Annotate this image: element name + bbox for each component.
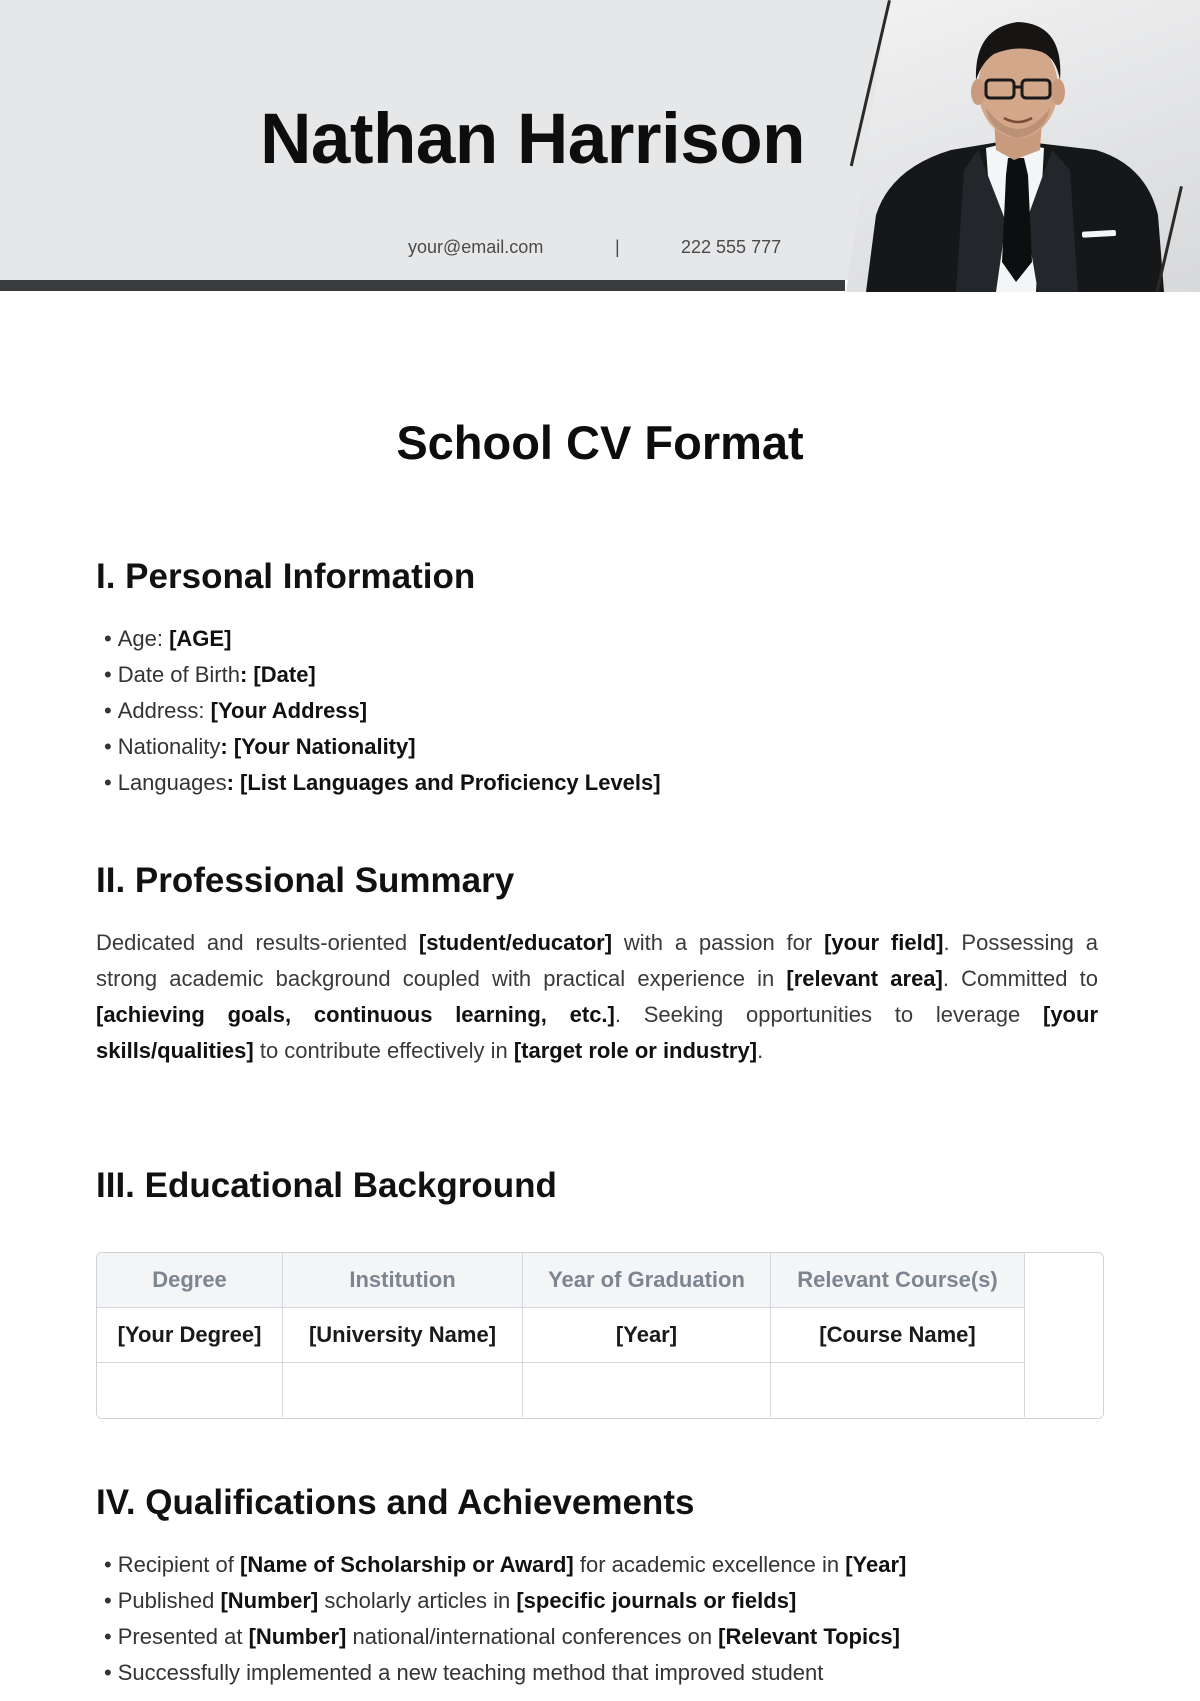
personal-information-list <box>104 621 661 801</box>
item-part: Successfully implemented a new teaching method that improved student <box>117 1660 824 1685</box>
item-value: : [Your Nationality] <box>220 734 416 759</box>
header-accent-bar <box>0 280 845 291</box>
column-header-year: Year of Graduation <box>523 1253 771 1308</box>
table-cell: [University Name] <box>283 1308 523 1363</box>
item-part: [Name of Scholarship or Award] <box>240 1552 574 1577</box>
list-item <box>104 693 661 729</box>
item-label: Address: <box>117 698 211 723</box>
list-item <box>104 1655 906 1691</box>
list-item <box>104 1619 906 1655</box>
item-part: national/international conferences on <box>346 1624 719 1649</box>
section-educational-background-heading: III. Educational Background <box>96 1166 557 1205</box>
item-label: Languages <box>117 770 227 795</box>
item-part: [Number] <box>220 1588 319 1613</box>
table-cell <box>523 1363 771 1418</box>
table-cell <box>97 1363 283 1418</box>
cv-header <box>0 0 1200 292</box>
item-label: Nationality <box>117 734 221 759</box>
table-cell: [Your Degree] <box>97 1308 283 1363</box>
list-item <box>104 1583 906 1619</box>
table-cell <box>771 1363 1025 1418</box>
summary-part: [your skills/qualities] <box>96 1002 1098 1063</box>
summary-part: [student/educator] <box>418 930 613 955</box>
contact-phone[interactable]: 222 555 777 <box>681 237 782 257</box>
education-table <box>97 1253 1025 1417</box>
summary-part: . <box>757 1038 764 1063</box>
summary-part: . Possessing a strong academic background coupled with practical experience in <box>96 930 1098 991</box>
summary-part: [target role or industry] <box>513 1038 758 1063</box>
item-part: Presented at <box>117 1624 249 1649</box>
summary-part: [relevant area] <box>786 966 943 991</box>
summary-part: to contribute effectively in <box>253 1038 514 1063</box>
contact-separator: | <box>615 237 620 257</box>
table-row <box>97 1363 1025 1418</box>
item-part: [specific journals or fields] <box>516 1588 797 1613</box>
qualifications-list <box>104 1547 906 1691</box>
item-part: Published <box>117 1588 221 1613</box>
item-part: [Relevant Topics] <box>718 1624 900 1649</box>
section-personal-information-heading: I. Personal Information <box>96 557 476 596</box>
column-header-institution: Institution <box>283 1253 523 1308</box>
item-part: [Year] <box>845 1552 907 1577</box>
item-label: Age: <box>117 626 170 651</box>
item-value: [AGE] <box>169 626 232 651</box>
list-item <box>104 621 661 657</box>
item-part: Recipient of <box>117 1552 240 1577</box>
section-qualifications-heading: IV. Qualifications and Achievements <box>96 1483 695 1522</box>
list-item <box>104 657 661 693</box>
summary-part: . Seeking opportunities to leverage <box>614 1002 1043 1027</box>
education-table-container <box>96 1252 1104 1419</box>
table-row <box>97 1308 1025 1363</box>
table-cell: [Year] <box>523 1308 771 1363</box>
item-part: scholarly articles in <box>318 1588 517 1613</box>
item-value: [Your Address] <box>210 698 368 723</box>
list-item <box>104 1547 906 1583</box>
item-part: [Number] <box>248 1624 347 1649</box>
summary-part: Dedicated and results-oriented <box>96 930 419 955</box>
document-title: School CV Format <box>396 416 804 469</box>
summary-part: [your field] <box>824 930 944 955</box>
list-item <box>104 729 661 765</box>
list-item <box>104 765 661 801</box>
table-header-row <box>97 1253 1025 1308</box>
item-label: Date of Birth <box>117 662 240 687</box>
column-header-degree: Degree <box>97 1253 283 1308</box>
summary-part: . Committed to <box>942 966 1099 991</box>
summary-part: [achieving goals, continuous learning, etc.] <box>96 1002 615 1027</box>
portrait-photo <box>846 0 1200 292</box>
section-professional-summary-heading: II. Professional Summary <box>96 861 515 900</box>
table-cell: [Course Name] <box>771 1308 1025 1363</box>
column-header-courses: Relevant Course(s) <box>771 1253 1025 1308</box>
portrait-illustration <box>846 0 1200 292</box>
candidate-name: Nathan Harrison <box>260 100 805 179</box>
item-value: : [Date] <box>239 662 316 687</box>
item-part: for academic excellence in <box>573 1552 846 1577</box>
item-value: : [List Languages and Proficiency Levels] <box>226 770 661 795</box>
contact-email[interactable]: your@email.com <box>408 237 544 257</box>
summary-part: with a passion for <box>612 930 825 955</box>
professional-summary-paragraph <box>96 925 1098 1069</box>
table-cell <box>283 1363 523 1418</box>
